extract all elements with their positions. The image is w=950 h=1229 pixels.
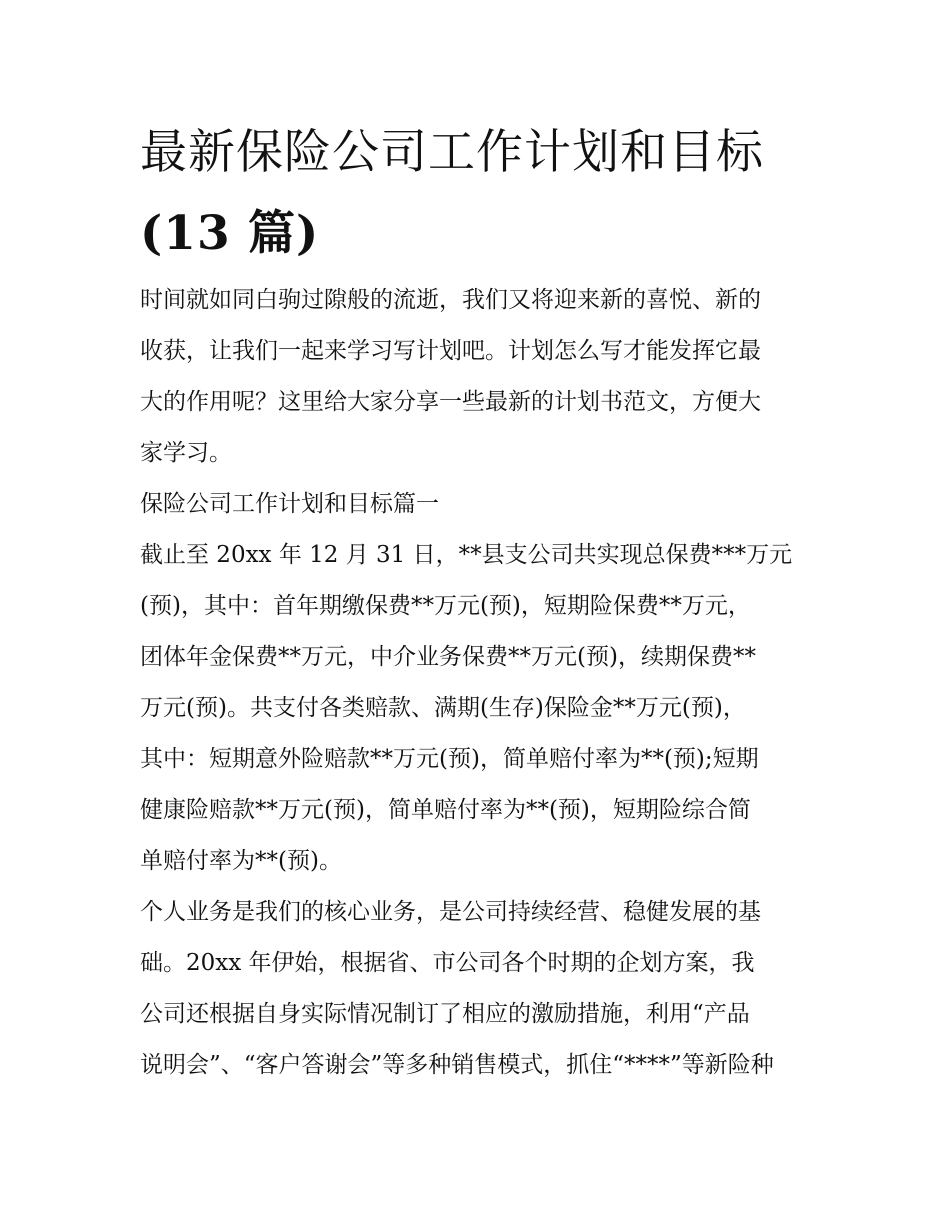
intro-paragraph [140, 275, 812, 479]
document-title [140, 112, 812, 274]
intro-line: 家学习。 [140, 440, 232, 466]
section-heading-text: 保险公司工作计划和目标篇一 [140, 491, 439, 517]
intro-line: 时间就如同白驹过隙般的流逝，我们又将迎来新的喜悦、新的 [140, 287, 761, 313]
paragraph-line: 健康险赔款**万元(预)，简单赔付率为**(预)，短期险综合简 [140, 797, 751, 823]
paragraph-line: 础。20xx 年伊始，根据省、市公司各个时期的企划方案，我 [140, 950, 755, 976]
section-heading [140, 479, 812, 530]
title-line-2: (13 篇) [140, 206, 320, 261]
title-line-1: 最新保险公司工作计划和目标 [140, 125, 764, 180]
paragraph-line: 个人业务是我们的核心业务，是公司持续经营、稳健发展的基 [140, 899, 761, 925]
paragraph-line: 说明会”、“客户答谢会”等多种销售模式，抓住“****”等新险种 [140, 1052, 774, 1078]
intro-line: 收获，让我们一起来学习写计划吧。计划怎么写才能发挥它最 [140, 338, 761, 364]
individual-business-paragraph [140, 887, 812, 1091]
paragraph-line: 单赔付率为**(预)。 [140, 848, 342, 874]
paragraph-line: 万元(预)。共支付各类赔款、满期(生存)保险金**万元(预)， [140, 695, 746, 721]
paragraph-line: (预)，其中：首年期缴保费**万元(预)，短期险保费**万元， [140, 593, 751, 619]
premium-summary-paragraph [140, 530, 812, 887]
paragraph-line: 公司还根据自身实际情况制订了相应的激励措施，利用“产品 [140, 1001, 750, 1027]
paragraph-line: 团体年金保费**万元，中介业务保费**万元(预)，续期保费** [140, 644, 756, 670]
paragraph-line: 截止至 20xx 年 12 月 31 日，**县支公司共实现总保费***万元 [140, 542, 793, 568]
paragraph-line: 其中：短期意外险赔款**万元(预)，简单赔付率为**(预);短期 [140, 746, 759, 772]
intro-line: 大的作用呢？这里给大家分享一些最新的计划书范文，方便大 [140, 389, 761, 415]
